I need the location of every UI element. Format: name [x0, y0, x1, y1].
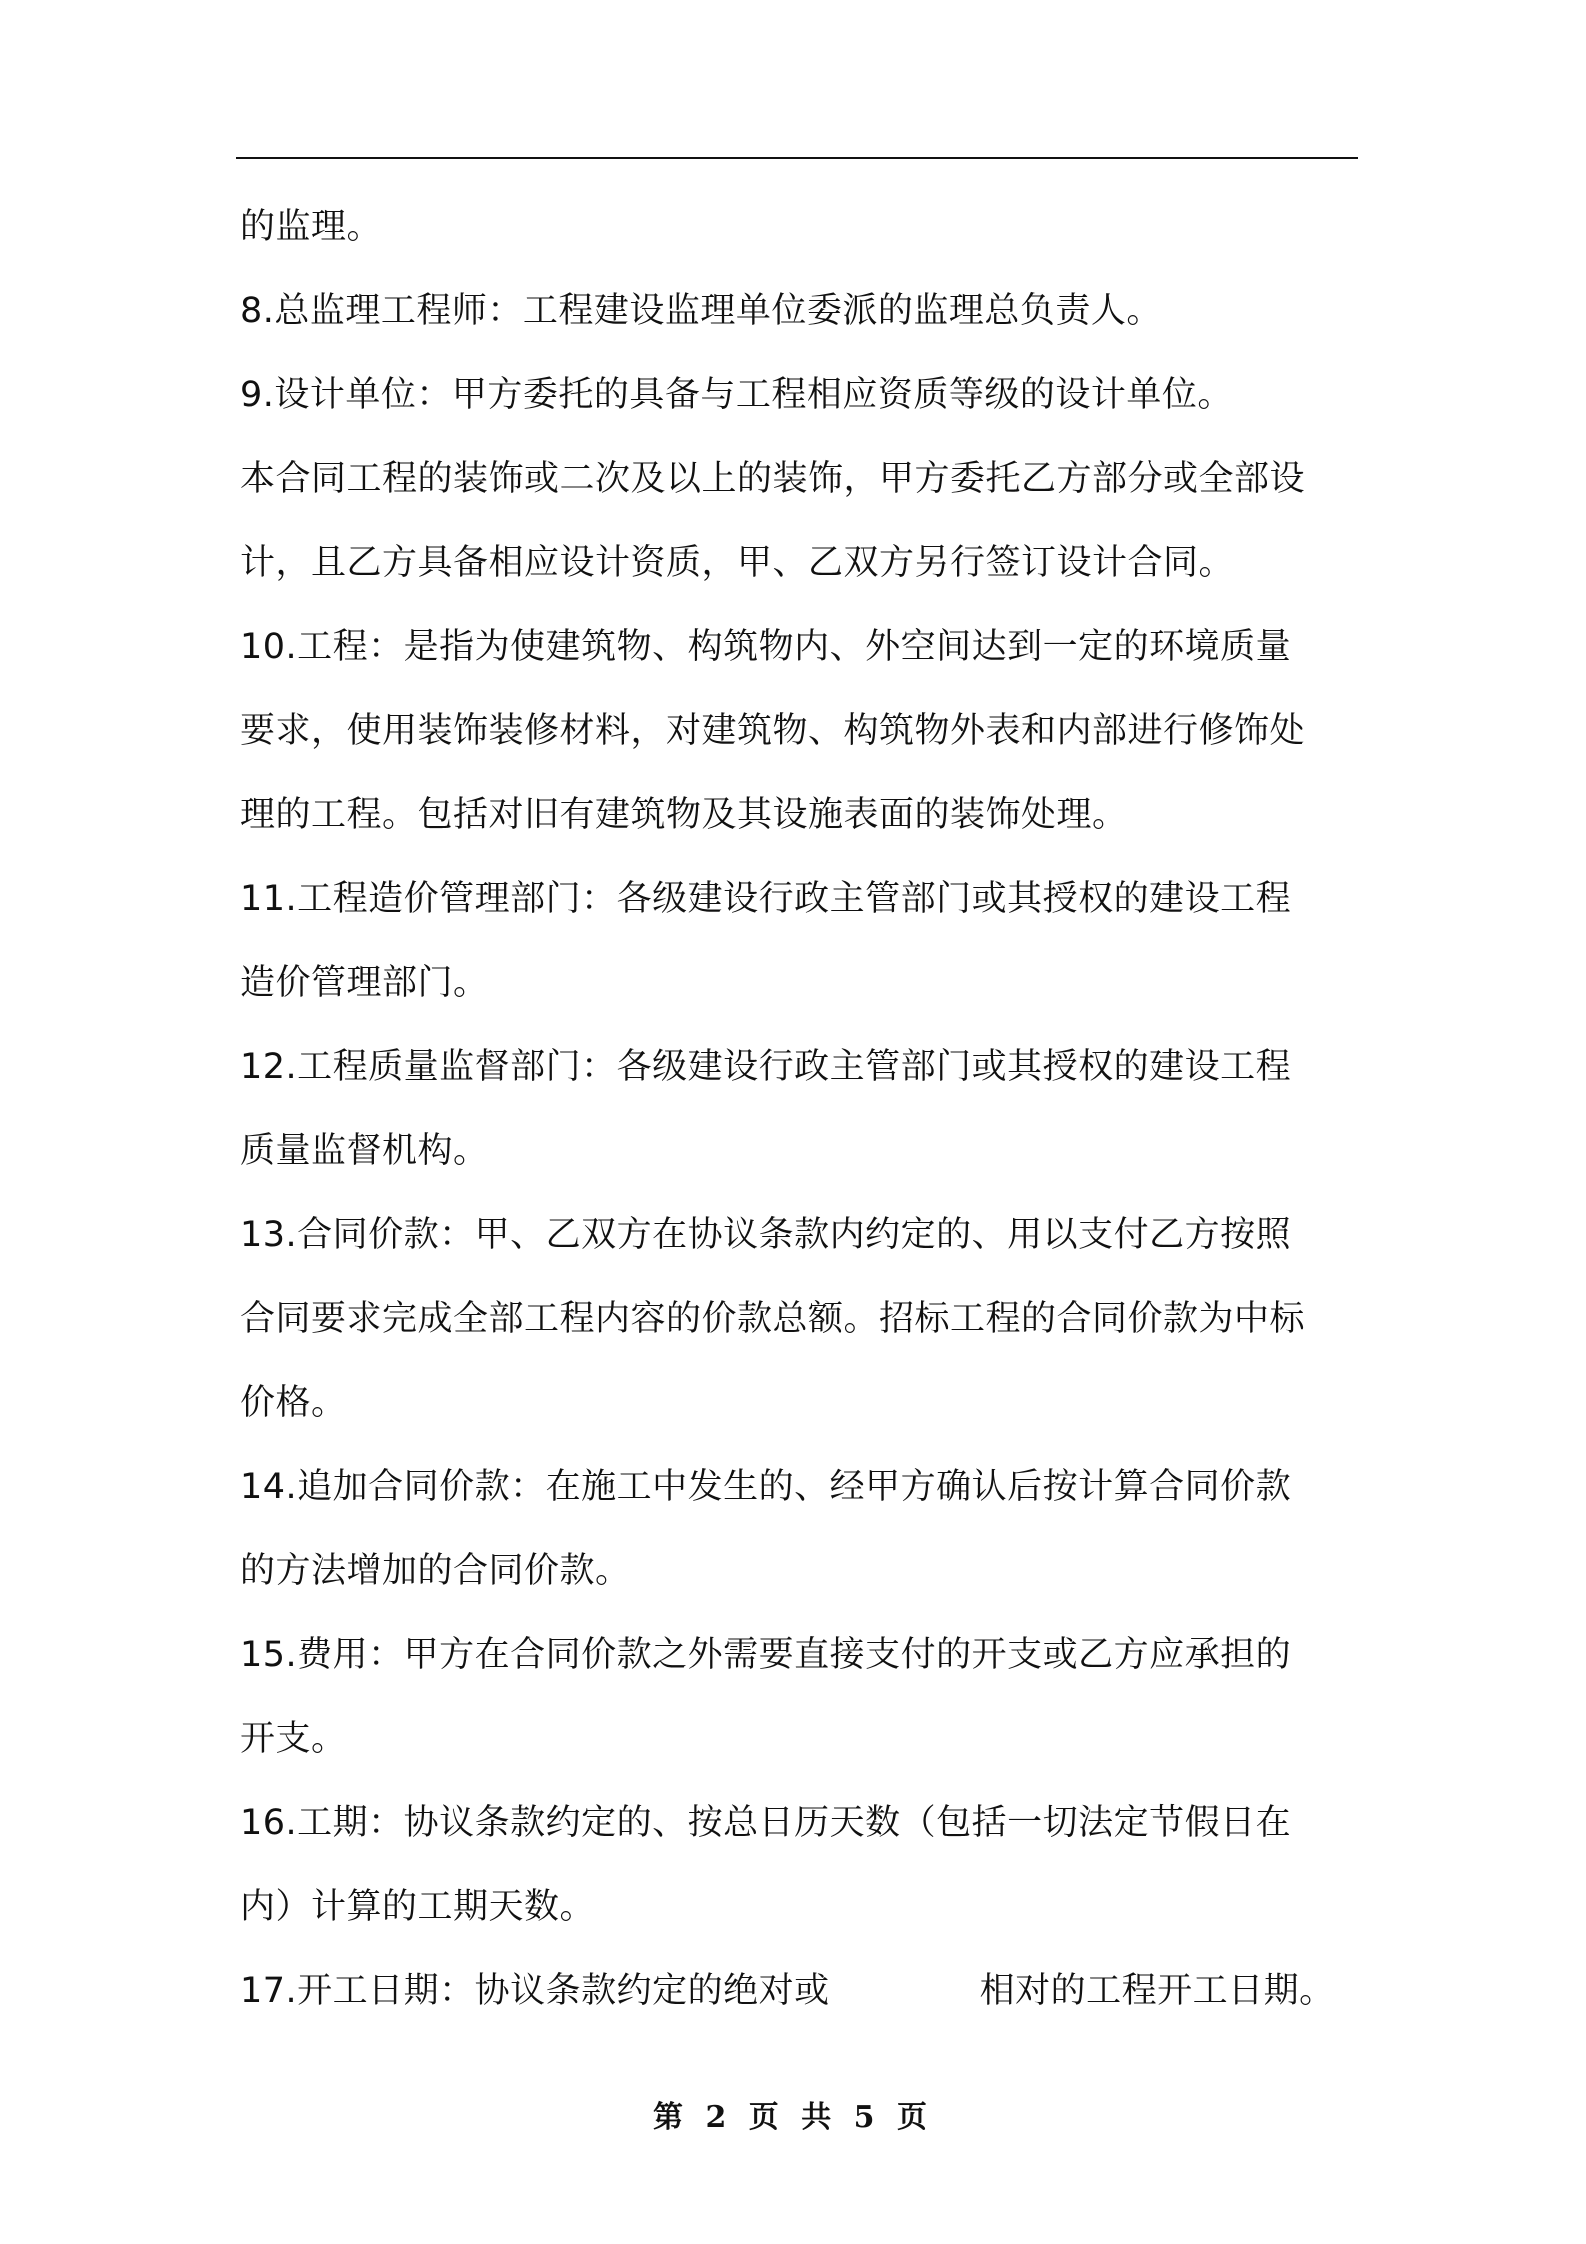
text-line-last-part1: 17.开工日期：协议条款约定的绝对或 [240, 1971, 830, 2011]
text-line: 本合同工程的装饰或二次及以上的装饰，甲方委托乙方部分或全部设 [240, 459, 1306, 499]
text-line: 开支。 [240, 1719, 347, 1759]
text-line: 质量监督机构。 [240, 1131, 489, 1171]
text-line: 11.工程造价管理部门：各级建设行政主管部门或其授权的建设工程 [240, 879, 1292, 919]
text-line: 14.追加合同价款：在施工中发生的、经甲方确认后按计算合同价款 [240, 1467, 1292, 1507]
text-line: 16.工期：协议条款约定的、按总日历天数（包括一切法定节假日在 [240, 1803, 1292, 1843]
text-line-last [240, 1949, 1370, 2033]
text-line: 15.费用：甲方在合同价款之外需要直接支付的开支或乙方应承担的 [240, 1635, 1292, 1675]
text-line: 价格。 [240, 1383, 347, 1423]
text-line: 的方法增加的合同价款。 [240, 1551, 631, 1591]
text-line: 9.设计单位：甲方委托的具备与工程相应资质等级的设计单位。 [240, 375, 1233, 415]
text-line: 合同要求完成全部工程内容的价款总额。招标工程的合同价款为中标 [240, 1299, 1306, 1339]
text-line-last-part2: 相对的工程开工日期。 [979, 1971, 1335, 2011]
text-line: 10.工程：是指为使建筑物、构筑物内、外空间达到一定的环境质量 [240, 627, 1292, 667]
text-line: 计，且乙方具备相应设计资质，甲、乙双方另行签订设计合同。 [240, 543, 1235, 583]
document-body [240, 185, 1370, 2033]
text-line: 13.合同价款：甲、乙双方在协议条款内约定的、用以支付乙方按照 [240, 1215, 1292, 1255]
text-line: 要求，使用装饰装修材料，对建筑物、构筑物外表和内部进行修饰处 [240, 711, 1306, 751]
text-line: 造价管理部门。 [240, 963, 489, 1003]
text-line: 内）计算的工期天数。 [240, 1887, 596, 1927]
header-rule [236, 157, 1358, 159]
text-line: 的监理。 [240, 207, 383, 247]
text-line: 12.工程质量监督部门：各级建设行政主管部门或其授权的建设工程 [240, 1047, 1292, 1087]
page-number: 第 2 页 共 5 页 [653, 2100, 933, 2135]
text-line: 理的工程。包括对旧有建筑物及其设施表面的装饰处理。 [240, 795, 1128, 835]
text-line: 8.总监理工程师：工程建设监理单位委派的监理总负责人。 [240, 291, 1162, 331]
